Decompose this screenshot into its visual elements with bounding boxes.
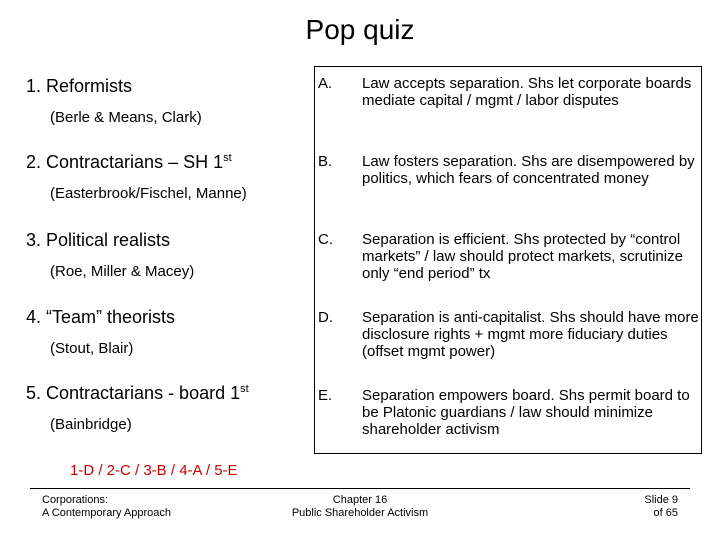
option-text: Separation empowers board. Shs permit board to be Platonic guardians / law should minimize shareholder activism <box>362 387 690 438</box>
slide-title: Pop quiz <box>305 14 415 45</box>
item-authors: (Bainbridge) <box>50 416 132 433</box>
footer-chapter <box>250 494 470 520</box>
item-name: 1. Reformists <box>26 76 133 96</box>
item-name: 4. “Team” theorists <box>26 307 176 327</box>
footer-slide-number <box>644 494 678 520</box>
item-authors: (Stout, Blair) <box>50 340 134 357</box>
item-authors: (Berle & Means, Clark) <box>50 109 202 126</box>
footer-slide-total: of 65 <box>653 507 678 519</box>
left-item-5 <box>26 383 249 434</box>
footer-book-line2: A Contemporary Approach <box>42 507 172 519</box>
option-text: Separation is efficient. Shs protected by “control markets” / law should protect markets, scrutinize only “end period” tx <box>362 231 683 282</box>
option-letter: C. <box>318 231 333 248</box>
footer-slide-current: Slide 9 <box>644 494 678 506</box>
option-text: Separation is anti-capitalist. Shs should have more disclosure rights + mgmt more fiduciary duties (offset mgmt power) <box>362 309 699 360</box>
item-name: 5. Contractarians - board 1st <box>26 383 249 403</box>
option-text: Law fosters separation. Shs are disempowered by politics, which fears of concentrated money <box>362 153 695 187</box>
option-letter: D. <box>318 309 333 326</box>
footer-book-title <box>42 494 171 520</box>
left-item-1 <box>26 76 202 127</box>
footer-book-line1: Corporations: <box>42 494 109 506</box>
left-item-2 <box>26 152 247 203</box>
answer-key: 1-D / 2-C / 3-B / 4-A / 5-E <box>70 462 238 479</box>
left-item-4 <box>26 307 175 358</box>
option-letter: A. <box>318 75 333 92</box>
left-item-3 <box>26 230 194 281</box>
footer-chapter-title: Public Shareholder Activism <box>291 507 429 519</box>
item-name: 2. Contractarians – SH 1st <box>26 152 232 172</box>
item-authors: (Roe, Miller & Macey) <box>50 263 195 280</box>
option-letter: E. <box>318 387 333 404</box>
item-authors: (Easterbrook/Fischel, Manne) <box>50 185 247 202</box>
footer-chapter-number: Chapter 16 <box>332 494 388 506</box>
option-text: Law accepts separation. Shs let corporate boards mediate capital / mgmt / labor disputes <box>362 75 692 109</box>
item-name: 3. Political realists <box>26 230 171 250</box>
option-letter: B. <box>318 153 333 170</box>
footer-divider <box>30 488 690 489</box>
